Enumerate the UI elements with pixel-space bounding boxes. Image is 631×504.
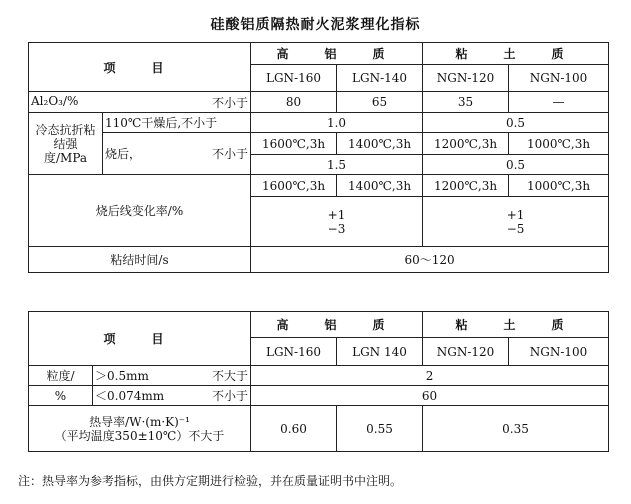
shrinkage-clay-upper: +1: [506, 207, 525, 222]
strength-dried-label: 110℃干燥后,不小于: [103, 113, 251, 133]
conductivity-label: [29, 406, 251, 452]
strength-condition-1600: 1600℃,3h: [251, 133, 337, 155]
shrinkage-condition-1600: 1600℃,3h: [251, 175, 337, 197]
shrinkage-clay: [423, 197, 609, 247]
item-header: 项 目: [29, 43, 251, 92]
shrinkage-high-alumina-lower: −3: [327, 221, 346, 236]
grade2-lgn-140: LGN 140: [337, 338, 423, 366]
grade-ngn-120: NGN-120: [423, 65, 509, 92]
grade2-lgn-160: LGN-160: [251, 338, 337, 366]
granularity-row2-condition: ＜0.074mm: [95, 389, 165, 403]
group-high-alumina-2: 高 铝 质: [251, 312, 423, 338]
grade-ngn-100: NGN-100: [509, 65, 609, 92]
strength-label: 冷态抗折粘结强度/MPa: [29, 113, 103, 175]
shrinkage-high-alumina-upper: +1: [327, 207, 346, 222]
strength-dried-high-alumina: 1.0: [251, 113, 423, 133]
conductivity-label-bottom: （平均温度350±10℃）不大于: [54, 428, 225, 443]
al2o3-label: Al₂O₃/%: [31, 93, 79, 108]
al2o3-value-ngn-100: —: [509, 92, 609, 113]
strength-condition-1200: 1200℃,3h: [423, 133, 509, 155]
al2o3-label-cell: [29, 92, 251, 113]
strength-fired-high-alumina: 1.5: [251, 155, 423, 175]
strength-fired-qualifier: 不小于: [212, 147, 249, 161]
grade2-ngn-120: NGN-120: [423, 338, 509, 366]
al2o3-value-ngn-120: 35: [423, 92, 509, 113]
page-title: 硅酸铝质隔热耐火泥浆理化指标: [210, 17, 421, 33]
shrinkage-high-alumina: [251, 197, 423, 247]
strength-condition-1400: 1400℃,3h: [337, 133, 423, 155]
al2o3-value-lgn-140: 65: [337, 92, 423, 113]
item-header-2: 项 目: [29, 312, 251, 366]
shrinkage-condition-1000: 1000℃,3h: [509, 175, 609, 197]
physical-chemical-index-table: [28, 42, 609, 273]
shrinkage-clay-lower: −5: [506, 221, 525, 236]
shrinkage-condition-1200: 1200℃,3h: [423, 175, 509, 197]
granularity-label-bottom: %: [29, 386, 93, 406]
group-high-alumina: 高 铝 质: [251, 43, 423, 65]
al2o3-qualifier: 不小于: [212, 95, 249, 110]
shrinkage-condition-1400: 1400℃,3h: [337, 175, 423, 197]
strength-fired-label: 烧后，: [105, 147, 142, 161]
group-clay-2: 粘 土 质: [423, 312, 609, 338]
granularity-row1-condition: ＞0.5mm: [95, 369, 149, 383]
group-clay: 粘 土 质: [423, 43, 609, 65]
conductivity-clay: 0.35: [423, 406, 609, 452]
bonding-time-value: 60～120: [251, 247, 609, 273]
granularity-label-top: 粒度/: [29, 366, 93, 386]
granularity-row1-value: 2: [251, 366, 609, 386]
grade2-ngn-100: NGN-100: [509, 338, 609, 366]
conductivity-lgn-160: 0.60: [251, 406, 337, 452]
bonding-time-label: 粘结时间/s: [29, 247, 251, 273]
conductivity-label-top: 热导率/W·(m·K)⁻¹: [89, 414, 190, 429]
strength-condition-1000: 1000℃,3h: [509, 133, 609, 155]
strength-dried-clay: 0.5: [423, 113, 609, 133]
grade-lgn-160: LGN-160: [251, 65, 337, 92]
grade-lgn-140: LGN-140: [337, 65, 423, 92]
strength-fired-label-cell: [103, 133, 251, 175]
thermal-granularity-table: [28, 311, 609, 452]
granularity-row1-qualifier: 不大于: [212, 369, 249, 383]
granularity-row2-value: 60: [251, 386, 609, 406]
conductivity-lgn-140: 0.55: [337, 406, 423, 452]
granularity-row1-label-cell: [93, 366, 251, 386]
shrinkage-label: 烧后线变化率/%: [29, 175, 251, 247]
strength-fired-clay: 0.5: [423, 155, 609, 175]
al2o3-value-lgn-160: 80: [251, 92, 337, 113]
footnote: 注：热导率为参考指标，由供方定期进行检验，并在质量证明书中注明。: [18, 474, 403, 488]
granularity-row2-label-cell: [93, 386, 251, 406]
granularity-row2-qualifier: 不小于: [212, 389, 249, 403]
